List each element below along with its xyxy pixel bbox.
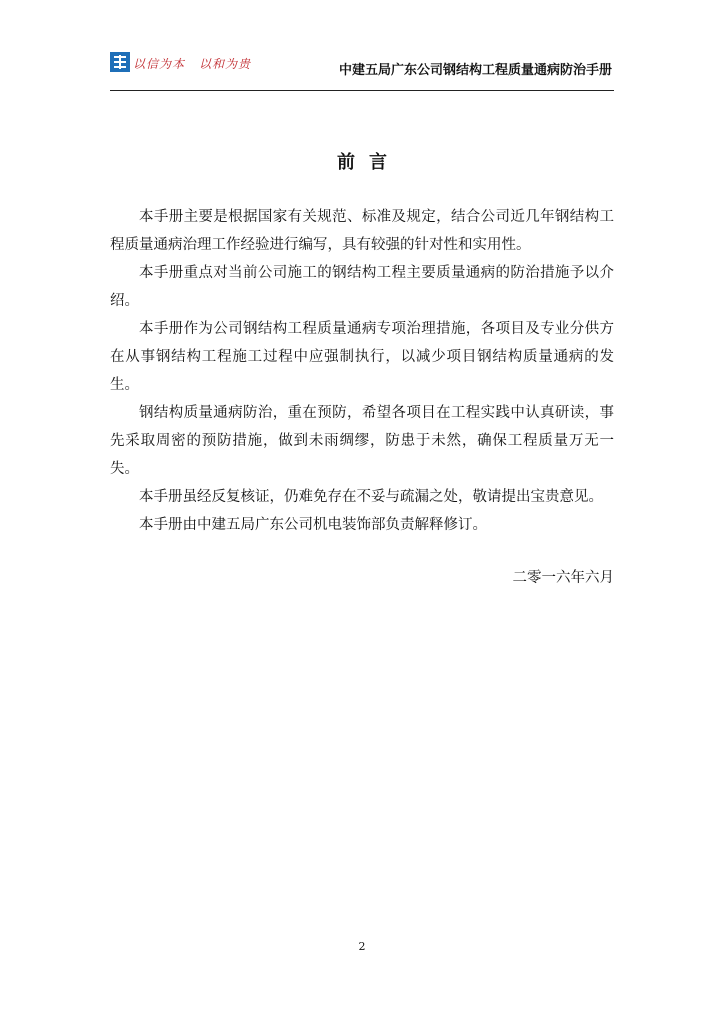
- company-logo-icon: [110, 52, 130, 72]
- slogan-integrity: 以信为本: [133, 57, 186, 71]
- paragraph: 本手册主要是根据国家有关规范、标准及规定，结合公司近几年钢结构工程质量通病治理工作经验进行编写，具有较强的针对性和实用性。: [110, 209, 614, 253]
- page-header: [110, 47, 614, 91]
- header-divider: [110, 90, 614, 91]
- date-signoff: 二零一六年六月: [512, 570, 614, 586]
- paragraph: 本手册虽经反复核证，仍难免存在不妥与疏漏之处，敬请提出宝贵意见。: [139, 489, 603, 505]
- preface-body: [110, 203, 614, 539]
- company-logo: [110, 52, 130, 72]
- paragraph: 本手册重点对当前公司施工的钢结构工程主要质量通病的防治措施予以介绍。: [110, 265, 614, 309]
- section-heading: 前言: [337, 152, 401, 173]
- paragraph: 钢结构质量通病防治，重在预防，希望各项目在工程实践中认真研读，事先采取周密的预防措施，做到未雨绸缪，防患于未然，确保工程质量万无一失。: [110, 405, 614, 477]
- document-title: 中建五局广东公司钢结构工程质量通病防治手册: [338, 63, 612, 78]
- page-number: 2: [358, 940, 366, 953]
- paragraph: 本手册由中建五局广东公司机电装饰部负责解释修订。: [139, 517, 487, 533]
- paragraph: 本手册作为公司钢结构工程质量通病专项治理措施，各项目及专业分供方在从事钢结构工程施工过程中应强制执行，以减少项目钢结构质量通病的发生。: [110, 321, 614, 393]
- slogan-harmony: 以和为贵: [199, 57, 252, 71]
